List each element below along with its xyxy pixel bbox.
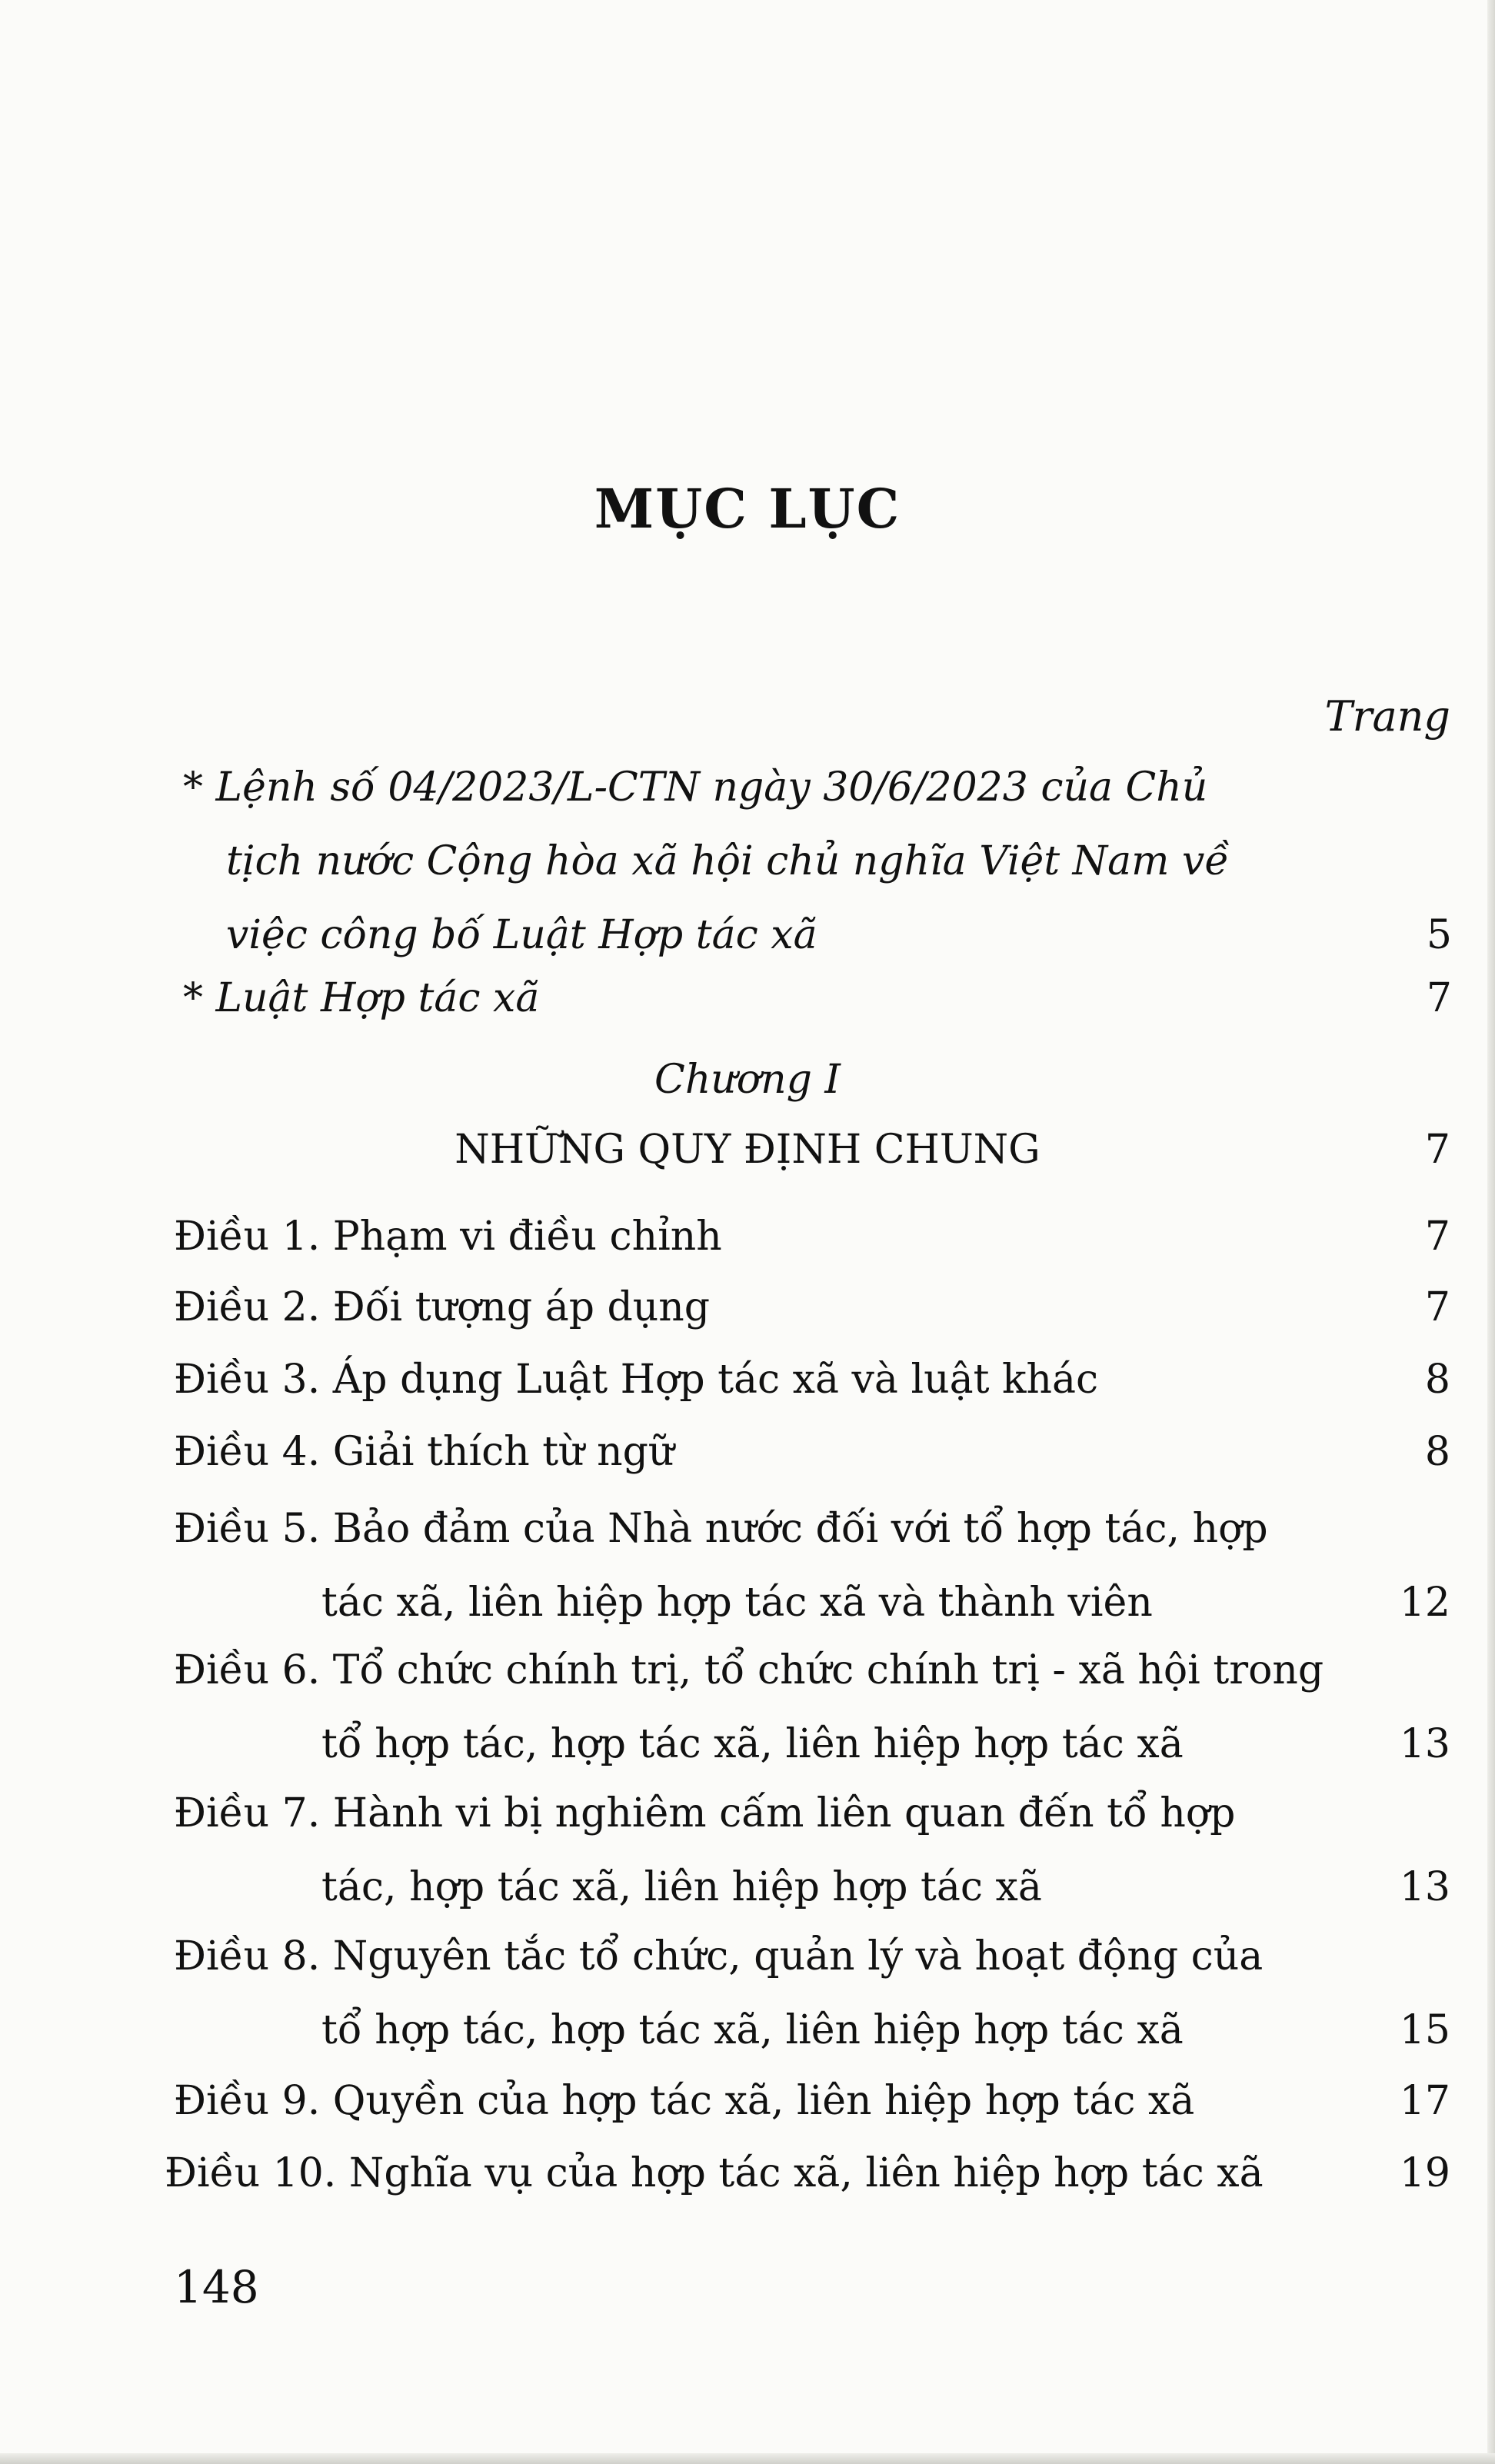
toc-entry-line: Điều 4. Giải thích từ ngữ — [174, 1429, 674, 1475]
page-folio-number: 148 — [174, 2261, 259, 2313]
page-title: MỤC LỤC — [594, 477, 901, 541]
toc-entry-article-10[interactable] — [165, 2136, 1450, 2210]
toc-entry-line: Điều 3. Áp dụng Luật Hợp tác xã và luật khác — [174, 1357, 1099, 1403]
toc-entry-line: Điều 8. Nguyên tắc tổ chức, quản lý và hoạt động của — [174, 1933, 1264, 1980]
page-edge-shadow — [1487, 0, 1495, 2464]
toc-page-number: 12 — [1399, 1580, 1450, 1626]
toc-entry-article-6[interactable] — [174, 1633, 1450, 1781]
toc-page-number: 7 — [1424, 1214, 1450, 1260]
toc-entry-line: Điều 10. Nghĩa vụ của hợp tác xã, liên hiệp hợp tác xã — [165, 2150, 1264, 2196]
toc-entry-article-9[interactable] — [174, 2064, 1450, 2138]
toc-page-number: 13 — [1399, 1864, 1450, 1910]
toc-entry-article-3[interactable] — [174, 1343, 1450, 1417]
chapter-title[interactable]: NHỮNG QUY ĐỊNH CHUNG — [454, 1127, 1041, 1173]
toc-entry-article-7[interactable] — [174, 1776, 1450, 1924]
toc-page-number: 7 — [1424, 1127, 1450, 1173]
chapter-label: Chương I — [654, 1057, 841, 1103]
toc-page-number: 8 — [1424, 1357, 1450, 1403]
page-edge-shadow — [0, 2453, 1495, 2464]
toc-entry-line: tổ hợp tác, hợp tác xã, liên hiệp hợp tác xã — [321, 1721, 1184, 1767]
toc-entry-article-8[interactable] — [174, 1920, 1450, 2067]
toc-entry-article-2[interactable] — [174, 1270, 1450, 1344]
toc-entry-article-4[interactable] — [174, 1415, 1450, 1489]
toc-page-number: 13 — [1399, 1721, 1450, 1767]
toc-page-number: 8 — [1424, 1429, 1450, 1475]
toc-entry-article-1[interactable] — [174, 1200, 1450, 1274]
toc-page-number: 15 — [1399, 2007, 1450, 2053]
toc-page-number: 7 — [1424, 1284, 1450, 1330]
toc-entry-line: Điều 2. Đối tượng áp dụng — [174, 1284, 711, 1330]
toc-entry-line: tác, hợp tác xã, liên hiệp hợp tác xã — [321, 1864, 1042, 1910]
toc-entry-line: * Luật Hợp tác xã — [183, 975, 540, 1021]
toc-page-number: 5 — [1426, 912, 1452, 958]
toc-entry-line: Điều 9. Quyền của hợp tác xã, liên hiệp hợp tác xã — [174, 2078, 1195, 2124]
toc-entry-line: Điều 6. Tổ chức chính trị, tổ chức chính trị - xã hội trong — [174, 1647, 1324, 1693]
page-column-header: Trang — [1324, 692, 1450, 741]
toc-entry-line: tổ hợp tác, hợp tác xã, liên hiệp hợp tác xã — [321, 2007, 1184, 2053]
toc-page-number: 19 — [1399, 2150, 1450, 2196]
toc-entry-article-5[interactable] — [174, 1492, 1450, 1640]
toc-entry-order[interactable] — [183, 751, 1450, 972]
toc-page-number: 7 — [1426, 975, 1452, 1021]
toc-entry-line: Điều 7. Hành vi bị nghiêm cấm liên quan đến tổ hợp — [174, 1790, 1236, 1836]
toc-entry-line: tịch nước Cộng hòa xã hội chủ nghĩa Việt Nam về — [226, 838, 1230, 884]
toc-entry-law[interactable] — [183, 961, 1450, 1035]
toc-page-number: 17 — [1399, 2078, 1450, 2124]
toc-entry-line: tác xã, liên hiệp hợp tác xã và thành viên — [321, 1580, 1153, 1626]
toc-entry-line: Điều 1. Phạm vi điều chỉnh — [174, 1214, 722, 1260]
toc-entry-line: việc công bố Luật Hợp tác xã — [226, 912, 817, 958]
toc-entry-line: * Lệnh số 04/2023/L-CTN ngày 30/6/2023 của Chủ — [183, 764, 1208, 811]
toc-entry-line: Điều 5. Bảo đảm của Nhà nước đối với tổ hợp tác, hợp — [174, 1506, 1268, 1552]
